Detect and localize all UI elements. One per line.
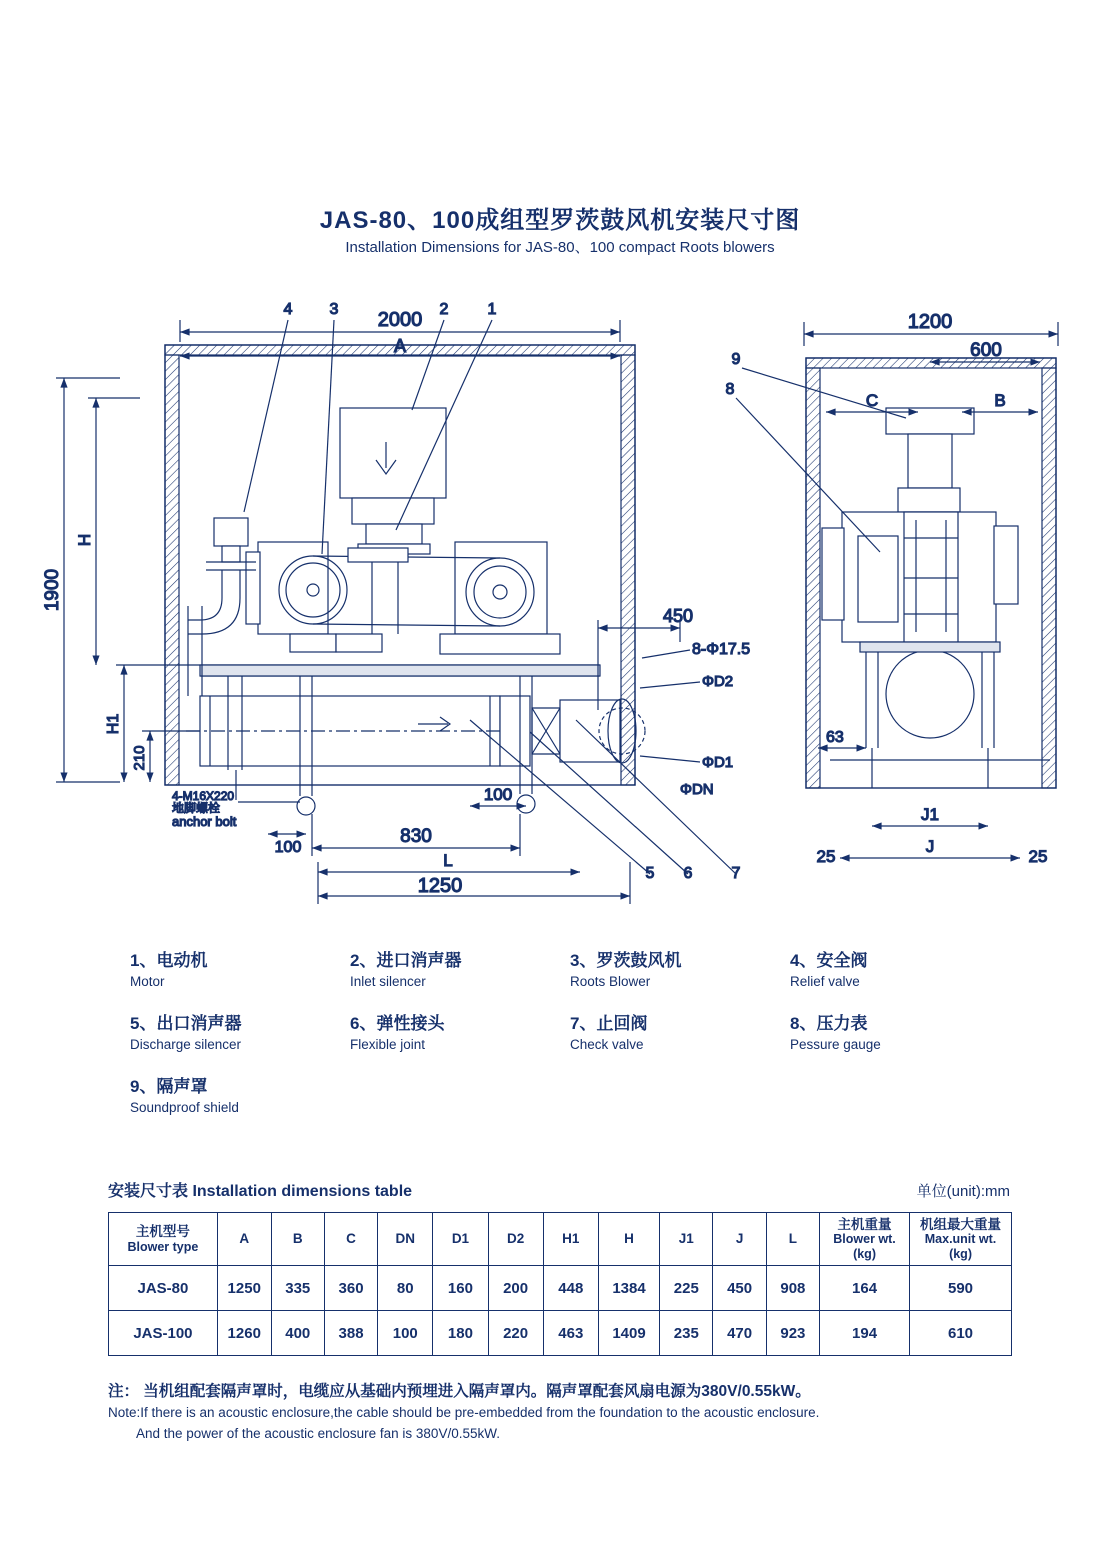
legend-item-9-en: Soundproof shield xyxy=(130,1100,239,1116)
cell-H1: 463 xyxy=(543,1311,598,1356)
table-caption: 安装尺寸表 Installation dimensions table xyxy=(108,1183,413,1200)
page-title-cn: JAS-80、100成组型罗茨鼓风机安装尺寸图 xyxy=(319,207,801,234)
dim-phi-D1: ΦD1 xyxy=(702,754,734,771)
cell-J1: 225 xyxy=(660,1266,713,1311)
legend-item-3-en: Roots Blower xyxy=(570,973,651,989)
leader-1: 1 xyxy=(487,301,497,318)
legend-item-4-cn: 4、安全阀 xyxy=(790,951,868,970)
dim-63: 63 xyxy=(826,729,844,746)
dim-phi-D2: ΦD2 xyxy=(702,673,734,690)
dim-25-left: 25 xyxy=(816,847,836,866)
legend-row xyxy=(130,950,1010,991)
th-blower-type xyxy=(109,1213,218,1266)
legend-item-5 xyxy=(130,1013,350,1054)
cell-type: JAS-80 xyxy=(109,1266,218,1311)
cell-H: 1409 xyxy=(598,1311,659,1356)
legend-item-8 xyxy=(790,1013,1010,1054)
dim-B: B xyxy=(994,391,1006,410)
dim-H1: H1 xyxy=(105,713,122,735)
legend-item-3-cn: 3、罗茨鼓风机 xyxy=(570,951,682,970)
th-blower-type-en: Blower type xyxy=(127,1239,199,1254)
cell-L: 908 xyxy=(766,1266,819,1311)
th-B: B xyxy=(271,1213,324,1266)
legend-item-6 xyxy=(350,1013,570,1054)
legend-item-4-en: Relief valve xyxy=(790,973,860,989)
cell-blower-weight: 164 xyxy=(820,1266,910,1311)
technical-drawing xyxy=(0,290,1120,930)
dim-holes: 8-Φ17.5 xyxy=(692,641,751,658)
legend-item-6-cn: 6、弹性接头 xyxy=(350,1014,445,1034)
legend-item-1-en: Motor xyxy=(130,973,165,989)
th-L: L xyxy=(766,1213,819,1266)
dim-25-right: 25 xyxy=(1028,847,1048,866)
dim-600: 600 xyxy=(970,340,1002,361)
cell-J1: 235 xyxy=(660,1311,713,1356)
cell-J: 470 xyxy=(713,1311,766,1356)
cell-D2: 220 xyxy=(488,1311,543,1356)
legend-item-4 xyxy=(790,950,1010,991)
th-blower-type-cn: 主机型号 xyxy=(135,1224,190,1240)
th-max-unit-weight xyxy=(910,1213,1012,1266)
th-H1: H1 xyxy=(543,1213,598,1266)
dim-2000: 2000 xyxy=(377,309,423,331)
cell-B: 335 xyxy=(271,1266,324,1311)
leader-8: 8 xyxy=(725,381,735,398)
legend-item-9-cn: 9、隔声罩 xyxy=(130,1077,208,1097)
cell-B: 400 xyxy=(271,1311,324,1356)
cell-A: 1260 xyxy=(217,1311,271,1356)
footnote-en-line1: Note:If there is an acoustic enclosure,the cable should be pre-embedded from the foundation to the acoustic enclosure. xyxy=(108,1405,820,1421)
th-max-unit-weight-en: Max.unit wt. (kg) xyxy=(924,1232,997,1261)
legend-item-8-en: Pessure gauge xyxy=(790,1037,881,1053)
dim-phi-DN: ΦDN xyxy=(680,781,714,798)
th-D2: D2 xyxy=(488,1213,543,1266)
th-J1: J1 xyxy=(660,1213,713,1266)
cell-max-unit-weight: 590 xyxy=(910,1266,1012,1311)
drawing-svg xyxy=(0,290,1120,930)
leader-2: 2 xyxy=(439,301,449,318)
table-row xyxy=(109,1266,1012,1311)
cell-C: 360 xyxy=(324,1266,377,1311)
th-A: A xyxy=(217,1213,271,1266)
cell-DN: 100 xyxy=(378,1311,433,1356)
legend-item-7 xyxy=(570,1013,790,1054)
legend-item-2-cn: 2、进口消声器 xyxy=(350,951,462,970)
dimensions-table xyxy=(108,1212,1012,1356)
dim-1200: 1200 xyxy=(907,311,953,333)
cell-H1: 448 xyxy=(543,1266,598,1311)
cell-J: 450 xyxy=(713,1266,766,1311)
th-blower-weight xyxy=(820,1213,910,1266)
dim-J1: J1 xyxy=(921,805,939,824)
anchor-bolt-cn-2: 地脚螺栓 xyxy=(172,801,221,815)
leader-5: 5 xyxy=(645,865,655,882)
th-C: C xyxy=(324,1213,377,1266)
legend-row xyxy=(130,1076,1010,1117)
th-blower-weight-en: Blower wt. (kg) xyxy=(833,1232,896,1261)
table-unit-note: 单位(unit):mm xyxy=(916,1183,1010,1200)
footnote-en-line2: And the power of the acoustic enclosure fan is 380V/0.55kW. xyxy=(136,1426,500,1442)
dim-1900: 1900 xyxy=(42,568,63,612)
th-D1: D1 xyxy=(433,1213,488,1266)
cell-H: 1384 xyxy=(598,1266,659,1311)
legend-item-5-cn: 5、出口消声器 xyxy=(130,1014,242,1034)
legend-item-8-cn: 8、压力表 xyxy=(790,1014,868,1034)
cell-DN: 80 xyxy=(378,1266,433,1311)
legend xyxy=(130,950,1010,1139)
cell-max-unit-weight: 610 xyxy=(910,1311,1012,1356)
dim-J: J xyxy=(925,837,935,856)
legend-item-2-en: Inlet silencer xyxy=(350,973,426,989)
dim-830: 830 xyxy=(400,826,432,847)
leader-4: 4 xyxy=(283,301,293,318)
leader-6: 6 xyxy=(683,865,693,882)
cell-type: JAS-100 xyxy=(109,1311,218,1356)
footnote-cn: 注： 当机组配套隔声罩时，电缆应从基础内预埋进入隔声罩内。隔声罩配套风扇电源为380V/0.55kW。 xyxy=(108,1383,811,1400)
th-J: J xyxy=(713,1213,766,1266)
page-title-en: Installation Dimensions for JAS-80、100 compact Roots blowers xyxy=(345,239,775,256)
legend-item-9 xyxy=(130,1076,350,1117)
th-blower-weight-cn: 主机重量 xyxy=(837,1216,892,1232)
th-max-unit-weight-cn: 机组最大重量 xyxy=(920,1216,1002,1232)
cell-D1: 160 xyxy=(433,1266,488,1311)
th-DN: DN xyxy=(378,1213,433,1266)
cell-C: 388 xyxy=(324,1311,377,1356)
leader-9: 9 xyxy=(731,351,741,368)
dim-210: 210 xyxy=(131,745,148,771)
table-row xyxy=(109,1311,1012,1356)
legend-item-3 xyxy=(570,950,790,991)
cell-D1: 180 xyxy=(433,1311,488,1356)
dim-450: 450 xyxy=(662,606,694,626)
dim-H: H xyxy=(75,533,94,547)
anchor-bolt-cn-1: 4-M16X220 xyxy=(172,789,235,803)
dim-C: C xyxy=(865,391,879,410)
legend-item-2 xyxy=(350,950,570,991)
anchor-bolt-en: anchor bolt xyxy=(172,814,237,829)
th-H: H xyxy=(598,1213,659,1266)
legend-item-1 xyxy=(130,950,350,991)
legend-item-5-en: Discharge silencer xyxy=(130,1037,242,1053)
legend-row xyxy=(130,1013,1010,1054)
legend-item-6-en: Flexible joint xyxy=(350,1037,426,1053)
dim-100-right: 100 xyxy=(483,785,513,804)
legend-item-1-cn: 1、电动机 xyxy=(130,951,208,970)
cell-A: 1250 xyxy=(217,1266,271,1311)
footnotes xyxy=(108,1380,1028,1445)
cell-D2: 200 xyxy=(488,1266,543,1311)
dim-100-left: 100 xyxy=(274,839,302,856)
dim-A: A xyxy=(393,336,407,356)
legend-item-7-cn: 7、止回阀 xyxy=(570,1014,648,1034)
cell-L: 923 xyxy=(766,1311,819,1356)
dim-1250: 1250 xyxy=(417,875,463,897)
leader-7: 7 xyxy=(731,865,741,882)
cell-blower-weight: 194 xyxy=(820,1311,910,1356)
dim-L: L xyxy=(443,851,453,870)
legend-item-7-en: Check valve xyxy=(570,1037,644,1053)
table-header-row xyxy=(109,1213,1012,1266)
leader-3: 3 xyxy=(329,301,339,318)
